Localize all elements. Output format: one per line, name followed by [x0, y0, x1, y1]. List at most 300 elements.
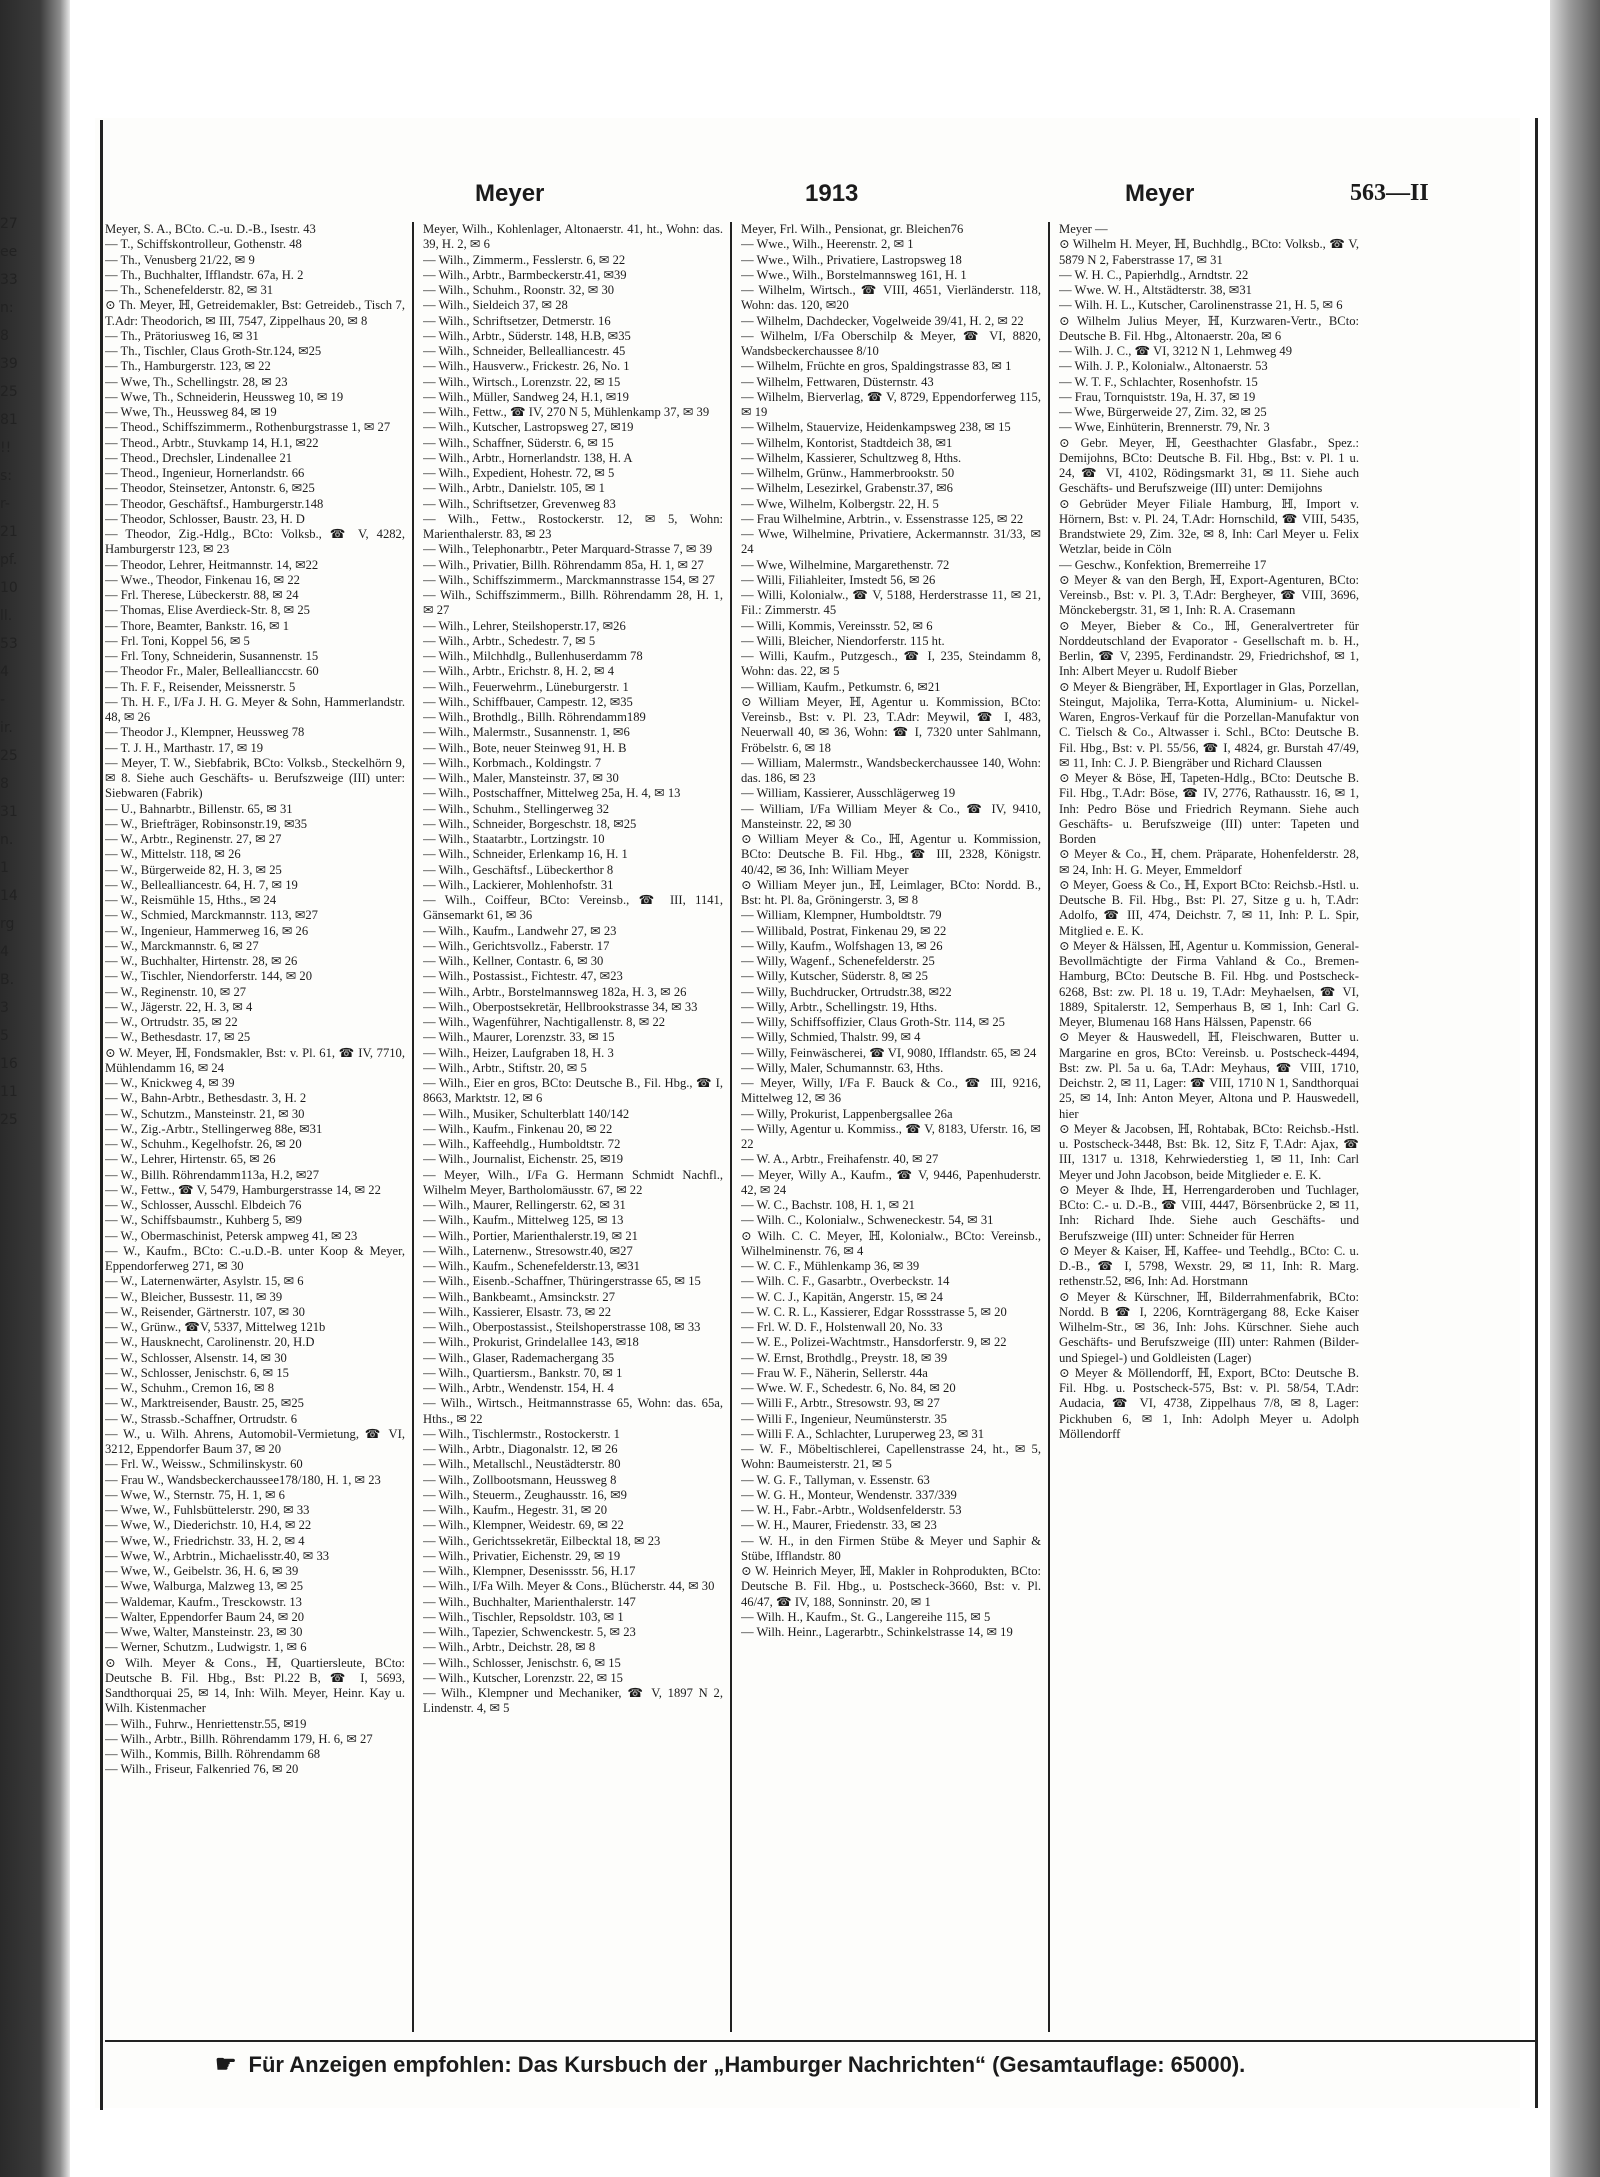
pointing-hand-icon: ☛ [215, 2051, 237, 2078]
directory-entry: — W., Bahn-Arbtr., Bethesdastr. 3, H. 2 [105, 1091, 307, 1106]
directory-entry: — Wwe, Wilhelmine, Margarethenstr. 72 [741, 557, 950, 572]
directory-entry: — Wilh., Heizer, Laufgraben 18, H. 3 [423, 1045, 614, 1060]
directory-entry: — Wwe. W. H., Altstädterstr. 38, ✉31 [1059, 283, 1252, 297]
directory-entry: — Wilh., Arbtr., Diagonalstr. 12, ✉ 26 [423, 1442, 618, 1456]
directory-columns [105, 222, 1535, 2042]
advertisement-footer [215, 2050, 1515, 2084]
column-3 [741, 222, 1041, 2032]
directory-entry: — W., u. Wilh. Ahrens, Automobil-Vermietung, ☎ VI, 3212, Eppendorfer Baum 37, ✉ 20 [105, 1426, 405, 1456]
directory-entry: — T. J. H., Marthastr. 17, ✉ 19 [105, 740, 264, 755]
directory-entry: — Wilh., Arbtr., Süderstr. 148, H.B, ✉35 [423, 328, 631, 343]
directory-entry: — W., Billh. Röhrendamm113a, H.2, ✉27 [105, 1167, 320, 1182]
directory-entry: — Willi F. A., Schlachter, Luruperweg 23, ✉ 31 [741, 1426, 984, 1441]
page-border-right [1535, 118, 1538, 2108]
directory-entry: — Wwe. W. F., Schedestr. 6, No. 84, ✉ 20 [741, 1381, 956, 1395]
directory-entry: ⊙ Wilh. C. C. Meyer, ℍ, Kolonialw., BCto: Vereinsb., Wilhelminenstr. 76, ✉ 4 [741, 1228, 1041, 1258]
directory-entry: — Wilh., Fettw., Rostockerstr. 12, ✉ 5, Wohn: Marienthalerstr. 83, ✉ 23 [423, 511, 723, 541]
directory-entry: — W. C. F., Mühlenkamp 36, ✉ 39 [741, 1259, 920, 1273]
directory-entry: — Wilh., Bankbeamt., Amsinckstr. 27 [423, 1289, 616, 1304]
directory-entry: — W., Grünw., ☎V, 5337, Mittelweg 121b [105, 1320, 326, 1334]
directory-entry: — W. H., Maurer, Friedenstr. 33, ✉ 23 [741, 1518, 937, 1533]
directory-entry: — Theodor, Lehrer, Heitmannstr. 14, ✉22 [105, 557, 319, 572]
directory-entry: — Willy, Kaufm., Wolfshagen 13, ✉ 26 [741, 938, 943, 953]
directory-entry: — Wilh., Wagenführer, Nachtigallenstr. 8, ✉ 22 [423, 1015, 666, 1029]
directory-entry: — Walter, Eppendorfer Baum 24, ✉ 20 [105, 1609, 305, 1624]
directory-entry: — W., Schlosser, Jenischstr. 6, ✉ 15 [105, 1365, 289, 1380]
directory-entry: — Wilh., Kaffeehdlg., Humboldtstr. 72 [423, 1137, 621, 1151]
directory-entry: — Meyer, Wilh., I/Fa G. Hermann Schmidt Nachfl., Wilhelm Meyer, Bartholomäusstr. 67, ✉ 22 [423, 1167, 723, 1197]
directory-entry: — Theod., Arbtr., Stuvkamp 14, H.1, ✉22 [105, 435, 319, 450]
directory-entry: — Willibald, Postrat, Finkenau 29, ✉ 22 [741, 923, 947, 938]
directory-entry: — Th., Venusberg 21/22, ✉ 9 [105, 252, 255, 267]
directory-entry: — Theod., Ingenieur, Hornerlandstr. 66 [105, 466, 305, 480]
directory-entry: — Willy, Agentur u. Kommiss., ☎ V, 8183, Uferstr. 16, ✉ 22 [741, 1121, 1041, 1151]
directory-entry: — Theodor Fr., Maler, Belleallianccstr. 60 [105, 664, 319, 679]
directory-entry: — W. F., Möbeltischlerei, Capellenstrasse 24, ht., ✉ 5, Wohn: Baumeisterstr. 21, ✉ 5 [741, 1442, 1041, 1472]
directory-entry: — Wilh., Kutscher, Lastropsweg 27, ✉19 [423, 420, 634, 435]
directory-entry: — W., Hausknecht, Carolinenstr. 20, H.D [105, 1335, 315, 1350]
directory-entry: ⊙ William Meyer & Co., ℍ, Agentur u. Kommission, BCto: Deutsche B. Fil. Hbg., ☎ III, 2328, Königstr. 40/42, ✉ 36, Inh: William Meyer [741, 832, 1041, 877]
directory-entry: ⊙ Gebrüder Meyer Filiale Hamburg, ℍ, Import v. Hörnern, Bst: v. Pl. 24, T.Adr: Hornschild, ☎ VIII, 5435, Brandstwiete 29, Zim. 32e, ✉ 8, Inh: Carl Meyer u. Felix Wetzlar, beide in Cöln [1059, 496, 1359, 557]
directory-entry: — Frl. W., Weissw., Schmilinskystr. 60 [105, 1457, 303, 1472]
edge-fragment: 25 [0, 748, 18, 764]
directory-entry: — Theodor, Zig.-Hdlg., BCto: Volksb., ☎ V, 4282, Hamburgerstr 123, ✉ 23 [105, 527, 405, 557]
edge-fragment: ee [0, 244, 18, 260]
directory-entry: — Waldemar, Kaufm., Tresckowstr. 13 [105, 1594, 302, 1609]
directory-entry: — William, Malermstr., Wandsbeckerchaussee 140, Wohn: das. 186, ✉ 23 [741, 755, 1041, 785]
directory-entry: — Wilh., Klempner und Mechaniker, ☎ V, 1897 N 2, Lindenstr. 4, ✉ 5 [423, 1686, 723, 1716]
directory-entry: — Wwe, W., Fuhlsbüttelerstr. 290, ✉ 33 [105, 1503, 310, 1517]
directory-entry: ⊙ W. Heinrich Meyer, ℍ, Makler in Rohprodukten, BCto: Deutsche B. Fil. Hbg., u. Postscheck-3660, Bst: v. Pl. 46/47, ☎ IV, 188, Sonninstr. 20, ✉ 1 [741, 1564, 1041, 1609]
directory-entry: — Willy, Maler, Schumannstr. 63, Hths. [741, 1060, 944, 1075]
directory-entry: ⊙ Wilhelm Julius Meyer, ℍ, Kurzwaren-Vertr., BCto: Deutsche B. Fil. Hbg., Altonaerstr. 20a, ✉ 6 [1059, 313, 1359, 343]
directory-entry: ⊙ Meyer & Kaiser, ℍ, Kaffee- und Teehdlg., BCto: C. u. D.-B., ☎ I, 5798, Wexstr. 29, ✉ 11, Inh: R. Marg. rethenstr.52, ✉6, Inh: Ad. Horstmann [1059, 1243, 1359, 1289]
directory-entry: — Wwe, W., Geibelstr. 36, H. 6, ✉ 39 [105, 1564, 299, 1578]
directory-entry: — Frau W., Wandsbeckerchaussee178/180, H. 1, ✉ 23 [105, 1472, 381, 1487]
directory-entry: — Wilh., Tischler, Repsoldstr. 103, ✉ 1 [423, 1609, 624, 1624]
directory-entry: — Wilh., Schuhm., Roonstr. 32, ✉ 30 [423, 283, 615, 297]
directory-entry: — Wilh., Kellner, Contastr. 6, ✉ 30 [423, 954, 604, 968]
directory-entry: — W. H., in den Firmen Stübe & Meyer und Saphir & Stübe, Ifflandstr. 80 [741, 1533, 1041, 1563]
directory-entry: ⊙ Meyer & Hauswedell, ℍ, Fleischwaren, Butter u. Margarine en gros, BCto: Vereinsb. u. Postscheck-4494, Bst: zw. Pl. 5a u. 6a, T.Adr: Meyhaus, ☎ VIII, 1710, Deichstr. 2, ✉ 11, Lager: ☎ VIII, 1710 N 1, Sandthorquai 25, ✉ 14, Inh: Anton Meyer, Altona und P. Hauswedell, hier [1059, 1030, 1359, 1121]
directory-entry: — Wilh., Schneider, Bellealliancestr. 45 [423, 344, 626, 358]
directory-entry: — W., Schlosser, Alsenstr. 14, ✉ 30 [105, 1350, 287, 1365]
directory-entry: — Wilh., Gerichtssekretär, Eilbecktal 18, ✉ 23 [423, 1533, 661, 1548]
directory-entry: — W., Fettw., ☎ V, 5479, Hamburgerstrasse 14, ✉ 22 [105, 1182, 381, 1197]
directory-entry: — Willy, Feinwäscherei, ☎ VI, 9080, Ifflandstr. 65, ✉ 24 [741, 1045, 1037, 1060]
directory-entry: — W., Reginenstr. 10, ✉ 27 [105, 984, 247, 999]
directory-entry: — Frau, Tornquiststr. 19a, H. 37, ✉ 19 [1059, 389, 1256, 404]
directory-entry: — Wilh., Klempner, Weidestr. 69, ✉ 22 [423, 1518, 624, 1533]
directory-entry: — Wilh., Geschäftsf., Lübeckerthor 8 [423, 862, 614, 877]
directory-entry: — Th., Buchhalter, Ifflandstr. 67a, H. 2 [105, 267, 304, 282]
directory-entry: ⊙ Meyer & van den Bergh, ℍ, Export-Agenturen, BCto: Vereinsb., Bst: v. Pl. 3, T.Adr: Bergheyer, ☎ VIII, 3696, Mönckebergstr. 31, ✉ 1, Inh: R. A. Crasemann [1059, 572, 1359, 618]
directory-entry: — W. Ernst, Brothdlg., Preystr. 18, ✉ 39 [741, 1350, 948, 1365]
directory-entry: — Willy, Prokurist, Lappenbergsallee 26a [741, 1106, 953, 1121]
directory-entry: — Wilh. H., Kaufm., St. G., Langereihe 115, ✉ 5 [741, 1609, 991, 1624]
directory-entry: — Wilh., Brothdlg., Billh. Röhrendamm189 [423, 710, 646, 724]
directory-entry: — Wwe., Theodor, Finkenau 16, ✉ 22 [105, 572, 300, 587]
directory-entry: — Wilh., Arbtr., Schedestr. 7, ✉ 5 [423, 633, 596, 648]
directory-entry: — Wilh., Arbtr., Barmbeckerstr.41, ✉39 [423, 267, 627, 282]
directory-entry: ⊙ Meyer & Ihde, ℍ, Herrengarderoben und Tuchlager, BCto: C.- u. D.-B., ☎ VIII, 4447, Börsenbrücke 2, ✉ 11, Inh: Richard Ihde. Siehe auch Geschäfts- und Berufszweige (III) unter: Schneider für Herren [1059, 1182, 1359, 1243]
directory-entry: — Wilh., Kutscher, Lorenzstr. 22, ✉ 15 [423, 1670, 623, 1685]
bottom-rule [105, 2040, 1535, 2042]
directory-entry: — W. A., Arbtr., Freihafenstr. 40, ✉ 27 [741, 1152, 939, 1167]
directory-entry: — Th., Hamburgerstr. 123, ✉ 22 [105, 359, 271, 374]
directory-entry: ⊙ Meyer & Hälssen, ℍ, Agentur u. Kommission, General-Bevollmächtigte der Firma Vahland & Co., Bremen-Hamburg, BCto: Deutsche B. Fil. Hbg. und Postscheck-6268, Bst: zw. Pl. 18 u. 19, T.Adr: Meyhaelsen, ☎ VI, 1889, Spitalerstr. 12, Semperhaus B, ✉ 1, Inh: Carl G. Meyer, Blumenau 168 Hans Hälssen, Papenstr. 66 [1059, 938, 1359, 1029]
directory-entry: ⊙ W. Meyer, ℍ, Fondsmakler, Bst: v. Pl. 61, ☎ IV, 7710, Mühlendamm 16, ✉ 24 [105, 1045, 405, 1075]
directory-entry: — Th., Schenefelderstr. 82, ✉ 31 [105, 283, 274, 297]
directory-entry: Meyer — [1059, 222, 1108, 236]
directory-entry: — W., Strassb.-Schaffner, Ortrudstr. 6 [105, 1411, 297, 1426]
directory-entry: — Wilh., Fettw., ☎ IV, 270 N 5, Mühlenkamp 37, ✉ 39 [423, 405, 710, 419]
directory-entry: — Wilhelm, Lesezirkel, Grabenstr.37, ✉6 [741, 481, 953, 496]
header-surname-right: Meyer [1125, 180, 1195, 207]
directory-entry: — W., Buchhalter, Hirtenstr. 28, ✉ 26 [105, 954, 298, 968]
column-1 [105, 222, 405, 2032]
directory-entry: — Wilhelm, Grünw., Hammerbrookstr. 50 [741, 466, 955, 480]
edge-fragment: ir. [0, 720, 13, 736]
directory-entry: — U., Bahnarbtr., Billenstr. 65, ✉ 31 [105, 801, 293, 816]
directory-entry: — Wilh., Maurer, Lorenzstr. 33, ✉ 15 [423, 1030, 615, 1045]
directory-entry: — Wilh., Eisenb.-Schaffner, Thüringerstrasse 65, ✉ 15 [423, 1274, 701, 1289]
directory-entry: — Wilh., Friseur, Falkenried 76, ✉ 20 [105, 1762, 299, 1777]
directory-entry: — W., Schutzm., Mansteinstr. 21, ✉ 30 [105, 1106, 305, 1121]
directory-entry: — Wilh., Wirtsch., Heitmannstrasse 65, Wohn: das. 65a, Hths., ✉ 22 [423, 1396, 723, 1426]
directory-entry: — William, Klempner, Humboldtstr. 79 [741, 908, 942, 923]
directory-entry: — Wilh., Journalist, Eichenstr. 25, ✉19 [423, 1152, 624, 1167]
adjacent-page-edge-text [0, 210, 18, 1134]
directory-entry: — Theod., Schiffszimmerm., Rothenburgstrasse 1, ✉ 27 [105, 420, 391, 435]
directory-entry: — W., Ortrudstr. 35, ✉ 22 [105, 1015, 238, 1029]
directory-entry: — Wilh., Schiffszimmerm., Marckmannstrasse 154, ✉ 27 [423, 572, 715, 587]
directory-entry: — Wilh., Sieldeich 37, ✉ 28 [423, 298, 568, 313]
directory-entry: — Frl. Tony, Schneiderin, Susannenstr. 15 [105, 649, 319, 663]
directory-entry: — W. G. F., Tallyman, v. Essenstr. 63 [741, 1472, 930, 1487]
directory-entry: — Wwe, W., Arbtrin., Michaelisstr.40, ✉ 33 [105, 1548, 330, 1563]
directory-entry: — Willi, Kolonialw., ☎ V, 5188, Herderstrasse 11, ✉ 21, Fil.: Zimmerstr. 45 [741, 588, 1041, 618]
directory-entry: — W., Schuhm., Kegelhofstr. 26, ✉ 20 [105, 1137, 302, 1151]
directory-entry: — W., Mittelstr. 118, ✉ 26 [105, 847, 241, 862]
edge-fragment: 4 [0, 664, 9, 680]
column-4 [1059, 222, 1359, 2032]
edge-fragment: r- [0, 496, 10, 512]
directory-entry: — W., Jägerstr. 22, H. 3, ✉ 4 [105, 999, 253, 1014]
directory-entry: — Wwe, Th., Heussweg 84, ✉ 19 [105, 405, 277, 419]
directory-entry: — Wwe, Wilhelm, Kolbergstr. 22, H. 5 [741, 496, 939, 511]
directory-entry: ⊙ William Meyer jun., ℍ, Leimlager, BCto: Nordd. B., Bst: ht. Pl. 8a, Gröningerstr. 3, ✉ 8 [741, 877, 1041, 907]
directory-entry: — Wilh., Kommis, Billh. Röhrendamm 68 [105, 1747, 321, 1761]
directory-entry: — Wwe, Einhüterin, Brennerstr. 79, Nr. 3 [1059, 420, 1270, 435]
directory-entry: — Wilh., Tapezier, Schwenckestr. 5, ✉ 23 [423, 1625, 636, 1639]
directory-entry: — Wilh., Gerichtsvollz., Faberstr. 17 [423, 938, 610, 953]
edge-fragment: pf. [0, 552, 18, 568]
directory-entry: — W., Bürgerweide 82, H. 3, ✉ 25 [105, 862, 282, 877]
edge-fragment: 33 [0, 272, 18, 288]
column-rule [1048, 222, 1050, 2032]
directory-entry: — Wilh., Oberpostsekretär, Hellbrookstrasse 34, ✉ 33 [423, 999, 698, 1014]
directory-entry: — Theodor, Schlosser, Baustr. 23, H. D [105, 511, 305, 526]
directory-entry: — Wilhelm, Fettwaren, Düsternstr. 43 [741, 374, 934, 389]
column-rule [730, 222, 732, 2032]
directory-entry: — Willi, Filiahleiter, Imstedt 56, ✉ 26 [741, 572, 936, 587]
directory-entry: — Wilh., Malermstr., Susannenstr. 1, ✉6 [423, 725, 630, 740]
directory-entry: — Frl. Toni, Koppel 56, ✉ 5 [105, 633, 250, 648]
directory-entry: — Geschw., Konfektion, Bremerreihe 17 [1059, 557, 1267, 572]
directory-entry: ⊙ Meyer, Bieber & Co., ℍ, Generalvertreter für Norddeutschland der Evaporator - Gesellschaft m. b. H., Berlin, ☎ V, 2395, Ferdinandstr. 29, Friedrichshof, ✉ 1, Inh: Albert Meyer u. Rudolf Bieber [1059, 618, 1359, 679]
directory-entry: — Wilh., Arbtr., Stiftstr. 20, ✉ 5 [423, 1060, 587, 1075]
edge-fragment: !! [0, 440, 12, 456]
directory-entry: ⊙ Meyer & Böse, ℍ, Tapeten-Hdlg., BCto: Deutsche B. Fil. Hbg., T.Adr: Böse, ☎ IV, 2776, Rathausstr. 16, ✉ 1, Inh: Pedro Böse und Friedrich Reymann. Siehe auch Geschäfts- u. Berufszweige (III) unter: Tapeten und Borden [1059, 771, 1359, 846]
directory-entry: — Wilhelm, Wirtsch., ☎ VIII, 4651, Vierländerstr. 118, Wohn: das. 120, ✉20 [741, 283, 1041, 313]
directory-entry: — W. C. J., Kapitän, Angerstr. 15, ✉ 24 [741, 1289, 943, 1304]
edge-fragment: - [0, 692, 6, 708]
directory-entry: — Wilh., Arbtr., Billh. Röhrendamm 179, H. 6, ✉ 27 [105, 1731, 373, 1746]
directory-entry: — Willi, Kommis, Vereinsstr. 52, ✉ 6 [741, 618, 933, 633]
directory-entry: — Wilh., Portier, Marienthalerstr.19, ✉ 21 [423, 1228, 638, 1243]
directory-entry: — Wilhelm, Früchte en gros, Spaldingstrasse 83, ✉ 1 [741, 359, 1012, 374]
directory-entry: — W., Kaufm., BCto: C.-u.D.-B. unter Koop & Meyer, Eppendorferweg 271, ✉ 30 [105, 1243, 405, 1273]
directory-entry: — Wilhelm, I/Fa Oberschilp & Meyer, ☎ VI, 8820, Wandsbeckerchaussee 8/10 [741, 328, 1041, 358]
directory-entry: — Willy, Wagenf., Schenefelderstr. 25 [741, 954, 935, 968]
directory-entry: ⊙ Gebr. Meyer, ℍ, Geesthachter Glasfabr., Spez.: Demijohns, BCto: Deutsche B. Fil. Hbg., Bst: v. Pl. 1 u. 24, ☎ VI, 4102, Rödingsmarkt 31, ✉ 11. Siehe auch Geschäfts- und Berufszweige (III) unter: Demijohns [1059, 435, 1359, 496]
directory-entry: ⊙ Meyer & Kürschner, ℍ, Bilderrahmenfabrik, BCto: Nordd. B ☎ I, 2206, Kornträgergang 88, Ecke Kaiser Wilhelm-Str., ✉ 36, Inh: Johs. Kürschner. Siehe auch Geschäfts- und Berufszweige (III) unter: Rahmen (Bilder- und Spiegel-) und Goldleisten (Lager) [1059, 1289, 1359, 1365]
directory-entry: — Wilh., Fuhrw., Henriettenstr.55, ✉19 [105, 1716, 307, 1731]
directory-entry: — Wilh., Arbtr., Deichstr. 28, ✉ 8 [423, 1640, 596, 1655]
directory-entry: Meyer, Frl. Wilh., Pensionat, gr. Bleichen76 [741, 222, 964, 236]
directory-entry: — W., Knickweg 4, ✉ 39 [105, 1076, 235, 1090]
directory-entry: — Wilh., Telephonarbtr., Peter Marquard-Strasse 7, ✉ 39 [423, 542, 713, 557]
directory-entry: — Wilh., Arbtr., Borstelmannsweg 182a, H. 3, ✉ 26 [423, 984, 687, 999]
directory-entry: — Wwe, W., Diederichstr. 10, H.4, ✉ 22 [105, 1518, 312, 1533]
edge-fragment: 31 [0, 804, 18, 820]
directory-entry: — Willi F., Ingenieur, Neumünsterstr. 35 [741, 1411, 947, 1426]
directory-entry: — Wilh., Kaufm., Mittelweg 125, ✉ 13 [423, 1213, 624, 1228]
directory-entry: — T., Schiffskontrolleur, Gothenstr. 48 [105, 237, 302, 252]
directory-entry: — Wilh., Müller, Sandweg 24, H.1, ✉19 [423, 389, 629, 404]
directory-entry: — Meyer, Willy, I/Fa F. Bauck & Co., ☎ III, 9216, Mittelweg 12, ✉ 36 [741, 1076, 1041, 1106]
directory-entry: — Wilh., Maler, Mansteinstr. 37, ✉ 30 [423, 771, 619, 785]
directory-entry: — Willy, Arbtr., Schellingstr. 19, Hths. [741, 999, 938, 1014]
directory-entry: — W., Bellealliancestr. 64, H. 7, ✉ 19 [105, 877, 298, 892]
directory-entry: — Wilh., Bote, neuer Steinweg 91, H. B [423, 740, 627, 755]
directory-entry: ⊙ Meyer & Biengräber, ℍ, Exportlager in Glas, Porzellan, Steingut, Majolika, Terra-Kotta, Aluminium- u. Nickel-Waren, Engros-Verkauf für die Porzellan-Manufaktur von C. Tielsch & Co., Altwasser i. Schl., BCto: Deutsche B. Fil. Hbg., Bst: v. Pl. 55/56, ☎ I, 4824, gr. Burstah 47/49, ✉ 11, Inh: C. J. P. Biengräber und Richard Claussen [1059, 679, 1359, 770]
directory-entry: — Wilh., Schaffner, Süderstr. 6, ✉ 15 [423, 435, 614, 450]
scan-shadow-right [1550, 0, 1600, 2177]
directory-entry: — Theodor J., Klempner, Heussweg 78 [105, 725, 305, 740]
edge-fragment: n. [0, 832, 14, 848]
directory-entry: — Wwe, Walburga, Malzweg 13, ✉ 25 [105, 1579, 304, 1594]
directory-entry: — Wilh., Arbtr., Hornerlandstr. 138, H. A [423, 450, 633, 465]
directory-entry: — Wilh., Postassist., Fichtestr. 47, ✉23 [423, 969, 623, 984]
directory-entry: ⊙ William Meyer, ℍ, Agentur u. Kommission, BCto: Vereinsb., Bst: v. Pl. 23, T.Adr: Meywil, ☎ I, 483, Neuerwall 40, ✉ 36, Wohn: ☎ I, 7320 unter Sahlmann, Fröbelstr. 6, ✉ 18 [741, 694, 1041, 755]
edge-fragment: 1 [0, 860, 9, 876]
directory-entry: — Wilh., I/Fa Wilh. Meyer & Cons., Blücherstr. 44, ✉ 30 [423, 1579, 715, 1594]
edge-fragment: 11 [0, 1084, 18, 1100]
directory-entry: — Wwe, W., Friedrichstr. 33, H. 2, ✉ 4 [105, 1533, 305, 1548]
directory-entry: — William, I/Fa William Meyer & Co., ☎ IV, 9410, Mansteinstr. 22, ✉ 30 [741, 801, 1041, 831]
directory-entry: ⊙ Meyer & Co., ℍ, chem. Präparate, Hohenfelderstr. 28, ✉ 24, Inh: H. G. Meyer, Emmeldorf [1059, 847, 1359, 877]
directory-entry: — Willy, Schmied, Thalstr. 99, ✉ 4 [741, 1030, 921, 1045]
directory-entry: — Wilh., Lehrer, Steilshoperstr.17, ✉26 [423, 618, 626, 633]
edge-fragment: 4 [0, 944, 9, 960]
directory-entry: — Wwe, Th., Schellingstr. 28, ✉ 23 [105, 374, 288, 389]
directory-entry: — W. C. R. L., Kassierer, Edgar Rossstrasse 5, ✉ 20 [741, 1304, 1007, 1319]
directory-entry: — Frau W. F., Näherin, Sellerstr. 44a [741, 1365, 928, 1380]
edge-fragment: 3 [0, 1000, 9, 1016]
directory-entry: — Wilh., Schneider, Erlenkamp 16, H. 1 [423, 847, 628, 862]
directory-entry: — Wilh., Arbtr., Erichstr. 8, H. 2, ✉ 4 [423, 664, 615, 679]
directory-entry: — Willi, Kaufm., Putzgesch., ☎ I, 235, Steindamm 8, Wohn: das. 22, ✉ 5 [741, 649, 1041, 679]
directory-entry: — W., Bleicher, Bussestr. 11, ✉ 39 [105, 1289, 283, 1304]
edge-fragment: 27 [0, 216, 18, 232]
directory-entry: — Wilh., Schiffszimmerm., Billh. Röhrendamm 28, H. 1, ✉ 27 [423, 588, 723, 618]
edge-fragment: 10 [0, 580, 18, 596]
directory-entry: — Wilh., Milchhdlg., Bullenhuserdamm 78 [423, 649, 643, 663]
page-header [105, 172, 1535, 212]
directory-entry: — Wilh., Feuerwehrm., Lüneburgerstr. 1 [423, 679, 629, 694]
directory-entry: ⊙ Th. Meyer, ℍ, Getreidemakler, Bst: Getreideb., Tisch 7, T.Adr: Theodorich, ✉ III, 7547, Zippelhaus 20, ✉ 8 [105, 298, 405, 328]
directory-entry: — W., Reismühle 15, Hths., ✉ 24 [105, 893, 277, 907]
directory-entry: — Th., Tischler, Claus Groth-Str.124, ✉25 [105, 344, 322, 358]
directory-entry: — Wilh., Coiffeur, BCto: Vereinsb., ☎ III, 1141, Gänsemarkt 61, ✉ 36 [423, 893, 723, 923]
directory-entry: — Wilhelm, Dachdecker, Vogelweide 39/41, H. 2, ✉ 22 [741, 313, 1024, 328]
header-year: 1913 [805, 180, 859, 207]
directory-entry: — W., Ingenieur, Hammerweg 16, ✉ 26 [105, 923, 309, 938]
directory-entry: — W., Schmied, Marckmannstr. 113, ✉27 [105, 908, 318, 923]
directory-entry: — Wilh., Wirtsch., Lorenzstr. 22, ✉ 15 [423, 374, 621, 389]
directory-entry: — Wilh., Privatier, Billh. Röhrendamm 85a, H. 1, ✉ 27 [423, 557, 704, 572]
edge-fragment: 25 [0, 1112, 18, 1128]
directory-entry: — Frau Wilhelmine, Arbtrin., v. Essenstrasse 125, ✉ 22 [741, 511, 1024, 526]
directory-entry: ⊙ Meyer, Goess & Co., ℍ, Export BCto: Reichsb.-Hstl. u. Deutsche B. Fil. Hbg., Bst: Pl. 27, Sitze g u. h, T.Adr: Adolfo, ☎ III, 474, Deichstr. 7, ✉ 11, Inh: P. L. Spir, Mitglied e. E. K. [1059, 877, 1359, 938]
directory-entry: — Wwe, Bürgerweide 27, Zim. 32, ✉ 25 [1059, 405, 1267, 419]
directory-entry: — Wilh. J. P., Kolonialw., Altonaerstr. 53 [1059, 359, 1268, 374]
directory-entry: — Frl. W. D. F., Holstenwall 20, No. 33 [741, 1320, 943, 1334]
directory-entry: — Wilh., Klempner, Desenissstr. 56, H.17 [423, 1564, 636, 1578]
directory-entry: — W. H. C., Papierhdlg., Arndtstr. 22 [1059, 267, 1249, 282]
directory-entry: — W., Zig.-Arbtr., Stellingerweg 88e, ✉31 [105, 1121, 323, 1136]
directory-entry: — Wilh., Kaufm., Schenefelderstr.13, ✉31 [423, 1259, 640, 1273]
edge-fragment: 8 [0, 776, 9, 792]
directory-entry: — Wilh., Eier en gros, BCto: Deutsche B., Fil. Hbg., ☎ I, 8663, Marktstr. 12, ✉ 6 [423, 1076, 723, 1106]
directory-entry: — Wilh., Schriftsetzer, Grevenweg 83 [423, 496, 616, 511]
directory-entry: — William, Kaufm., Petkumstr. 6, ✉21 [741, 679, 941, 694]
directory-entry: — W., Schlosser, Ausschl. Elbdeich 76 [105, 1198, 302, 1212]
directory-entry: — Wwe, Walter, Mansteinstr. 23, ✉ 30 [105, 1625, 303, 1639]
directory-entry: — W., Schuhm., Cremon 16, ✉ 8 [105, 1381, 275, 1395]
directory-entry: — W., Bethesdastr. 17, ✉ 25 [105, 1030, 251, 1045]
directory-entry: — Wilh., Korbmach., Koldingstr. 7 [423, 755, 602, 770]
directory-entry: — Wilh., Tischlermstr., Rostockerstr. 1 [423, 1426, 620, 1441]
edge-fragment: 81 [0, 412, 18, 428]
directory-entry: — Th., Prätoriusweg 16, ✉ 31 [105, 328, 259, 343]
directory-entry: — Wwe, Th., Schneiderin, Heussweg 10, ✉ 19 [105, 389, 344, 404]
directory-entry: — Wilhelm, Kassierer, Schultzweg 8, Hths. [741, 450, 962, 465]
directory-entry: — Wilh., Kaufm., Hegestr. 31, ✉ 20 [423, 1503, 608, 1517]
directory-entry: — Wwe., Wilh., Heerenstr. 2, ✉ 1 [741, 237, 914, 252]
directory-entry: — Willy, Kutscher, Süderstr. 8, ✉ 25 [741, 969, 928, 984]
directory-entry: — Wilh., Hausverw., Frickestr. 26, No. 1 [423, 359, 630, 374]
directory-entry: — W., Tischler, Niendorferstr. 144, ✉ 20 [105, 969, 312, 984]
column-rule [412, 222, 414, 2032]
edge-fragment: 14 [0, 888, 18, 904]
edge-fragment: s: [0, 468, 13, 484]
directory-entry: — W., Laternenwärter, Asylstr. 15, ✉ 6 [105, 1274, 304, 1289]
directory-entry: — Wilh., Zollbootsmann, Heussweg 8 [423, 1472, 617, 1487]
directory-entry: ⊙ Meyer & Möllendorff, ℍ, Export, BCto: Deutsche B. Fil. Hbg. u. Postscheck-575, Bst: v. Pl. 58/54, T.Adr: Audacia, ☎ VI, 4738, Zippelhaus 7/8, ✉ 8, Lager: Pickhuben 6, ✉ 1, Inh: Adolph Meyer u. Adolph Möllendorff [1059, 1365, 1359, 1441]
directory-entry: — Theodor, Steinsetzer, Antonstr. 6, ✉25 [105, 481, 315, 496]
page-border-left [100, 120, 103, 2110]
directory-entry: — Wilh., Schuhm., Stellingerweg 32 [423, 801, 610, 816]
directory-entry: — Wilh., Musiker, Schulterblatt 140/142 [423, 1106, 630, 1121]
directory-entry: — Willy, Buchdrucker, Ortrudstr.38, ✉22 [741, 984, 952, 999]
directory-entry: — Wilh., Staatarbtr., Lortzingstr. 10 [423, 832, 605, 846]
edge-fragment: 8 [0, 328, 9, 344]
edge-fragment: 25 [0, 384, 18, 400]
directory-entry: — Wilh., Laternenw., Stresowstr.40, ✉27 [423, 1243, 633, 1258]
directory-entry: — Wilh. C. F., Gasarbtr., Overbeckstr. 14 [741, 1274, 950, 1289]
directory-entry: — Th. H. F., I/Fa J. H. G. Meyer & Sohn, Hammerlandstr. 48, ✉ 26 [105, 694, 405, 724]
directory-entry: — Wilh., Buchhalter, Marienthalerstr. 147 [423, 1594, 636, 1609]
directory-entry: — Wilh., Arbtr., Danielstr. 105, ✉ 1 [423, 481, 605, 496]
directory-entry: — Wilh., Privatier, Eichenstr. 29, ✉ 19 [423, 1548, 621, 1563]
directory-entry: — Willy, Schiffsoffizier, Claus Groth-Str. 114, ✉ 25 [741, 1015, 1005, 1029]
directory-entry: — W. G. H., Monteur, Wendenstr. 337/339 [741, 1487, 957, 1502]
directory-entry: — Wilh., Schlosser, Jenischstr. 6, ✉ 15 [423, 1655, 621, 1670]
directory-entry: — Thore, Beamter, Bankstr. 16, ✉ 1 [105, 618, 289, 633]
directory-entry: — W., Marckmannstr. 6, ✉ 27 [105, 938, 259, 953]
directory-entry: — William, Kassierer, Ausschlägerweg 19 [741, 786, 956, 801]
directory-entry: — W., Briefträger, Robinsonstr.19, ✉35 [105, 816, 308, 831]
edge-fragment: 16 [0, 1056, 18, 1072]
directory-entry: — W. C., Bachstr. 108, H. 1, ✉ 21 [741, 1198, 915, 1212]
directory-entry: — Wilh., Schriftsetzer, Detmerstr. 16 [423, 313, 611, 328]
directory-entry: — Wilh., Steuerm., Zeughausstr. 16, ✉9 [423, 1487, 627, 1502]
directory-entry: — W., Lehrer, Hirtenstr. 65, ✉ 26 [105, 1152, 276, 1167]
directory-entry: Meyer, Wilh., Kohlenlager, Altonaerstr. 41, ht., Wohn: das. 39, H. 2, ✉ 6 [423, 222, 723, 252]
directory-entry: — W. T. F., Schlachter, Rosenhofstr. 15 [1059, 374, 1258, 389]
directory-entry: — Wilh., Quartiersm., Bankstr. 70, ✉ 1 [423, 1365, 623, 1380]
directory-entry: — W., Marktreisender, Baustr. 25, ✉25 [105, 1396, 304, 1411]
directory-entry: — Wilh., Schneider, Borgeschstr. 18, ✉25 [423, 816, 637, 831]
footer-text: Für Anzeigen empfohlen: Das Kursbuch der „Hamburger Nachrichten“ (Gesamtauflage: 65000). [248, 2052, 1246, 2077]
directory-entry: — Wwe, Wilhelmine, Privatiere, Ackermannstr. 31/33, ✉ 24 [741, 527, 1041, 557]
directory-entry: — Theod., Drechsler, Lindenallee 21 [105, 450, 293, 465]
directory-entry: — Wilh. J. C., ☎ VI, 3212 N 1, Lehmweg 49 [1059, 344, 1292, 358]
directory-entry: — Wilh., Schiffbauer, Campestr. 12, ✉35 [423, 694, 633, 709]
edge-fragment: rg [0, 916, 15, 932]
edge-fragment: 39 [0, 356, 18, 372]
page-number: 563—II [1350, 180, 1429, 206]
directory-entry: — Werner, Schutzm., Ludwigstr. 1, ✉ 6 [105, 1640, 307, 1655]
directory-entry: — Wilh. C., Kolonialw., Schweneckestr. 54, ✉ 31 [741, 1213, 994, 1228]
directory-entry: — Thomas, Elise Averdieck-Str. 8, ✉ 25 [105, 603, 310, 618]
directory-entry: — W., Arbtr., Reginenstr. 27, ✉ 27 [105, 832, 282, 846]
directory-entry: — W., Obermaschinist, Petersk ampweg 41, ✉ 23 [105, 1228, 358, 1243]
directory-entry: — Wilh. Heinr., Lagerarbtr., Schinkelstrasse 14, ✉ 19 [741, 1625, 1013, 1639]
directory-entry: — W., Reisender, Gärtnerstr. 107, ✉ 30 [105, 1304, 305, 1319]
directory-entry: — W., Schiffsbaumstr., Kuhberg 5, ✉9 [105, 1213, 302, 1228]
directory-entry: — Frl. Therese, Lübeckerstr. 88, ✉ 24 [105, 588, 299, 602]
directory-entry: — Willi, Bleicher, Niendorferstr. 115 ht. [741, 633, 945, 648]
directory-entry: — Wilh., Oberpostassist., Steilshoperstrasse 108, ✉ 33 [423, 1320, 701, 1334]
directory-entry: — Wilh., Prokurist, Grindelallee 143, ✉18 [423, 1335, 639, 1350]
directory-entry: — Wwe, W., Sternstr. 75, H. 1, ✉ 6 [105, 1487, 285, 1502]
directory-entry: — Th. F. F., Reisender, Meissnerstr. 5 [105, 679, 296, 694]
header-surname-left: Meyer [475, 180, 545, 207]
